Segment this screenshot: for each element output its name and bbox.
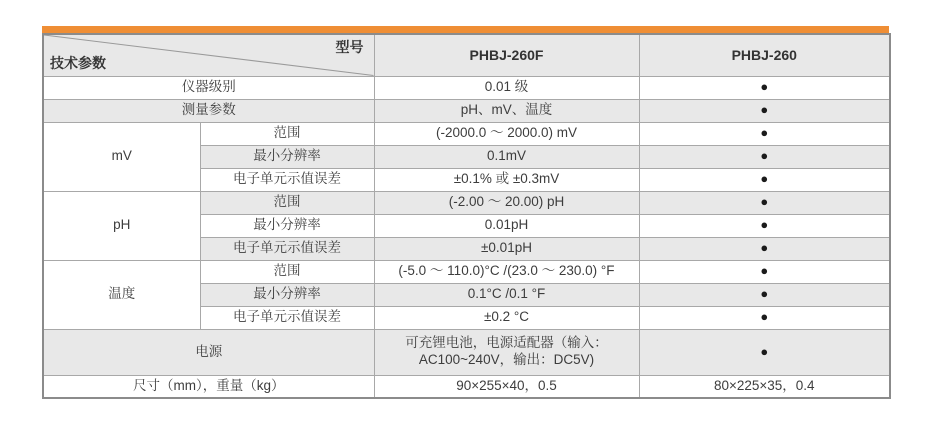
value-phbj260f: ±0.2 °C bbox=[374, 306, 639, 329]
header-parameter-label: 技术参数 bbox=[50, 55, 106, 71]
table-row bbox=[43, 260, 890, 283]
row-label: 尺寸（mm），重量（kg） bbox=[43, 375, 374, 398]
section-label-temperature: 温度 bbox=[43, 260, 200, 329]
spec-sheet bbox=[42, 26, 889, 399]
column-header-phbj260f: PHBJ-260F bbox=[374, 34, 639, 76]
supported-dot: ● bbox=[639, 306, 890, 329]
supported-dot: ● bbox=[639, 122, 890, 145]
table-row bbox=[43, 375, 890, 398]
value-phbj260f: 可充锂电池，电源适配器（输入：AC100~240V，输出：DC5V) bbox=[374, 329, 639, 375]
value-phbj260f: (-5.0 ～ 110.0)°C /(23.0 ～ 230.0) °F bbox=[374, 260, 639, 283]
value-phbj260f: 0.1°C /0.1 °F bbox=[374, 283, 639, 306]
row-label: 范围 bbox=[200, 122, 374, 145]
value-phbj260f: ±0.1% 或 ±0.3mV bbox=[374, 168, 639, 191]
value-phbj260f: (-2.00 ～ 20.00) pH bbox=[374, 191, 639, 214]
row-label: 电子单元示值误差 bbox=[200, 168, 374, 191]
diagonal-header-cell bbox=[43, 34, 374, 76]
value-phbj260f: 90×255×40，0.5 bbox=[374, 375, 639, 398]
header-model-label: 型号 bbox=[335, 39, 364, 55]
supported-dot: ● bbox=[639, 168, 890, 191]
value-phbj260f: 0.1mV bbox=[374, 145, 639, 168]
row-label: 最小分辨率 bbox=[200, 283, 374, 306]
row-label: 最小分辨率 bbox=[200, 214, 374, 237]
row-label: 电子单元示值误差 bbox=[200, 237, 374, 260]
value-phbj260f: 0.01pH bbox=[374, 214, 639, 237]
supported-dot: ● bbox=[639, 191, 890, 214]
section-label-ph: pH bbox=[43, 191, 200, 260]
row-label: 仪器级别 bbox=[43, 76, 374, 99]
section-label-mv: mV bbox=[43, 122, 200, 191]
value-phbj260: 80×225×35，0.4 bbox=[639, 375, 890, 398]
table-row bbox=[43, 76, 890, 99]
table-header-row bbox=[43, 34, 890, 76]
row-label: 测量参数 bbox=[43, 99, 374, 122]
table-row bbox=[43, 329, 890, 375]
supported-dot: ● bbox=[639, 329, 890, 375]
supported-dot: ● bbox=[639, 237, 890, 260]
supported-dot: ● bbox=[639, 99, 890, 122]
row-label: 范围 bbox=[200, 260, 374, 283]
value-phbj260f: (-2000.0 ～ 2000.0) mV bbox=[374, 122, 639, 145]
accent-top-bar bbox=[42, 26, 889, 33]
supported-dot: ● bbox=[639, 76, 890, 99]
table-row bbox=[43, 122, 890, 145]
table-row bbox=[43, 99, 890, 122]
column-header-phbj260: PHBJ-260 bbox=[639, 34, 890, 76]
value-phbj260f: 0.01 级 bbox=[374, 76, 639, 99]
supported-dot: ● bbox=[639, 214, 890, 237]
value-phbj260f: ±0.01pH bbox=[374, 237, 639, 260]
supported-dot: ● bbox=[639, 260, 890, 283]
supported-dot: ● bbox=[639, 283, 890, 306]
supported-dot: ● bbox=[639, 145, 890, 168]
row-label: 电源 bbox=[43, 329, 374, 375]
table-row bbox=[43, 191, 890, 214]
spec-table bbox=[42, 33, 891, 399]
value-phbj260f: pH、mV、温度 bbox=[374, 99, 639, 122]
row-label: 电子单元示值误差 bbox=[200, 306, 374, 329]
row-label: 最小分辨率 bbox=[200, 145, 374, 168]
row-label: 范围 bbox=[200, 191, 374, 214]
